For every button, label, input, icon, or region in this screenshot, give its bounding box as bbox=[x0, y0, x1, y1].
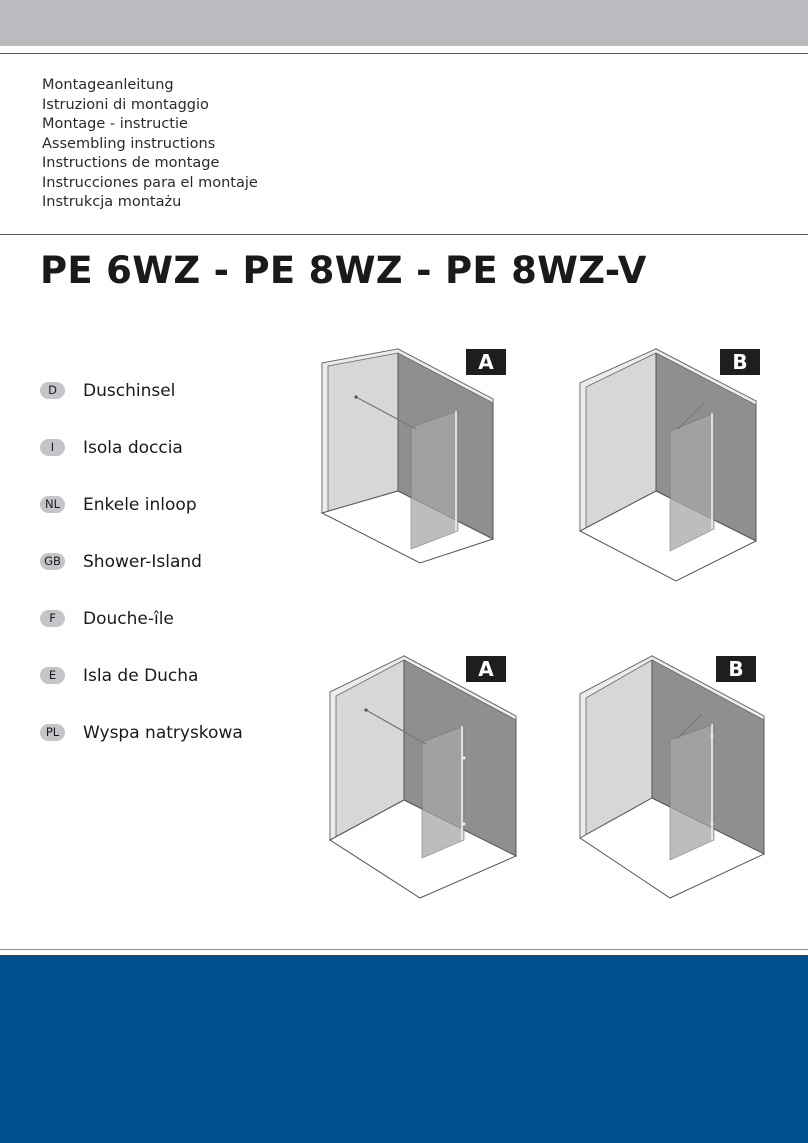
language-code-badge: I bbox=[40, 439, 65, 456]
subtitle-es: Instrucciones para el montaje bbox=[42, 174, 258, 191]
shower-diagram-a-top bbox=[308, 341, 533, 596]
middle-divider bbox=[0, 234, 808, 235]
language-item bbox=[40, 704, 243, 761]
language-code-badge: D bbox=[40, 382, 65, 399]
language-item bbox=[40, 533, 243, 590]
language-item bbox=[40, 476, 243, 533]
shower-corner-b-drawing bbox=[566, 648, 791, 903]
figure-label-a: A bbox=[466, 349, 506, 375]
language-item bbox=[40, 362, 243, 419]
language-label: Shower-Island bbox=[83, 551, 202, 572]
language-label: Wyspa natryskowa bbox=[83, 722, 243, 743]
shower-diagram-b-top bbox=[566, 341, 791, 596]
instruction-titles bbox=[42, 76, 258, 213]
bottom-divider bbox=[0, 949, 808, 950]
language-label: Isola doccia bbox=[83, 437, 183, 458]
language-item bbox=[40, 419, 243, 476]
product-title: PE 6WZ - PE 8WZ - PE 8WZ-V bbox=[40, 249, 647, 292]
figure-label-b: B bbox=[720, 349, 760, 375]
language-list bbox=[40, 362, 243, 761]
language-code-badge: E bbox=[40, 667, 65, 684]
top-gray-band bbox=[0, 0, 808, 46]
subtitle-nl: Montage - instructie bbox=[42, 116, 188, 132]
shower-diagram-a-bottom bbox=[308, 648, 533, 903]
shower-corner-a-drawing bbox=[308, 648, 533, 903]
shower-corner-a-drawing bbox=[308, 341, 533, 596]
language-code-badge: GB bbox=[40, 553, 65, 570]
language-code-badge: NL bbox=[40, 496, 65, 513]
shower-diagram-b-bottom bbox=[566, 648, 791, 903]
shower-corner-b-drawing bbox=[566, 341, 791, 596]
language-label: Duschinsel bbox=[83, 380, 176, 401]
top-divider bbox=[0, 53, 808, 54]
subtitle-en: Assembling instructions bbox=[42, 135, 216, 152]
language-code-badge: PL bbox=[40, 724, 65, 741]
figure-label-a: A bbox=[466, 656, 506, 682]
language-label: Enkele inloop bbox=[83, 494, 197, 515]
subtitle-fr: Instructions de montage bbox=[42, 155, 220, 171]
language-item bbox=[40, 590, 243, 647]
subtitle-pl: Instrukcja montażu bbox=[42, 194, 182, 210]
language-item bbox=[40, 647, 243, 704]
figure-label-b: B bbox=[716, 656, 756, 682]
language-code-badge: F bbox=[40, 610, 65, 627]
subtitle-de: Montageanleitung bbox=[42, 77, 174, 93]
bottom-blue-band bbox=[0, 955, 808, 1143]
language-label: Isla de Ducha bbox=[83, 665, 199, 686]
language-label: Douche-île bbox=[83, 608, 174, 629]
subtitle-it: Istruzioni di montaggio bbox=[42, 96, 209, 113]
